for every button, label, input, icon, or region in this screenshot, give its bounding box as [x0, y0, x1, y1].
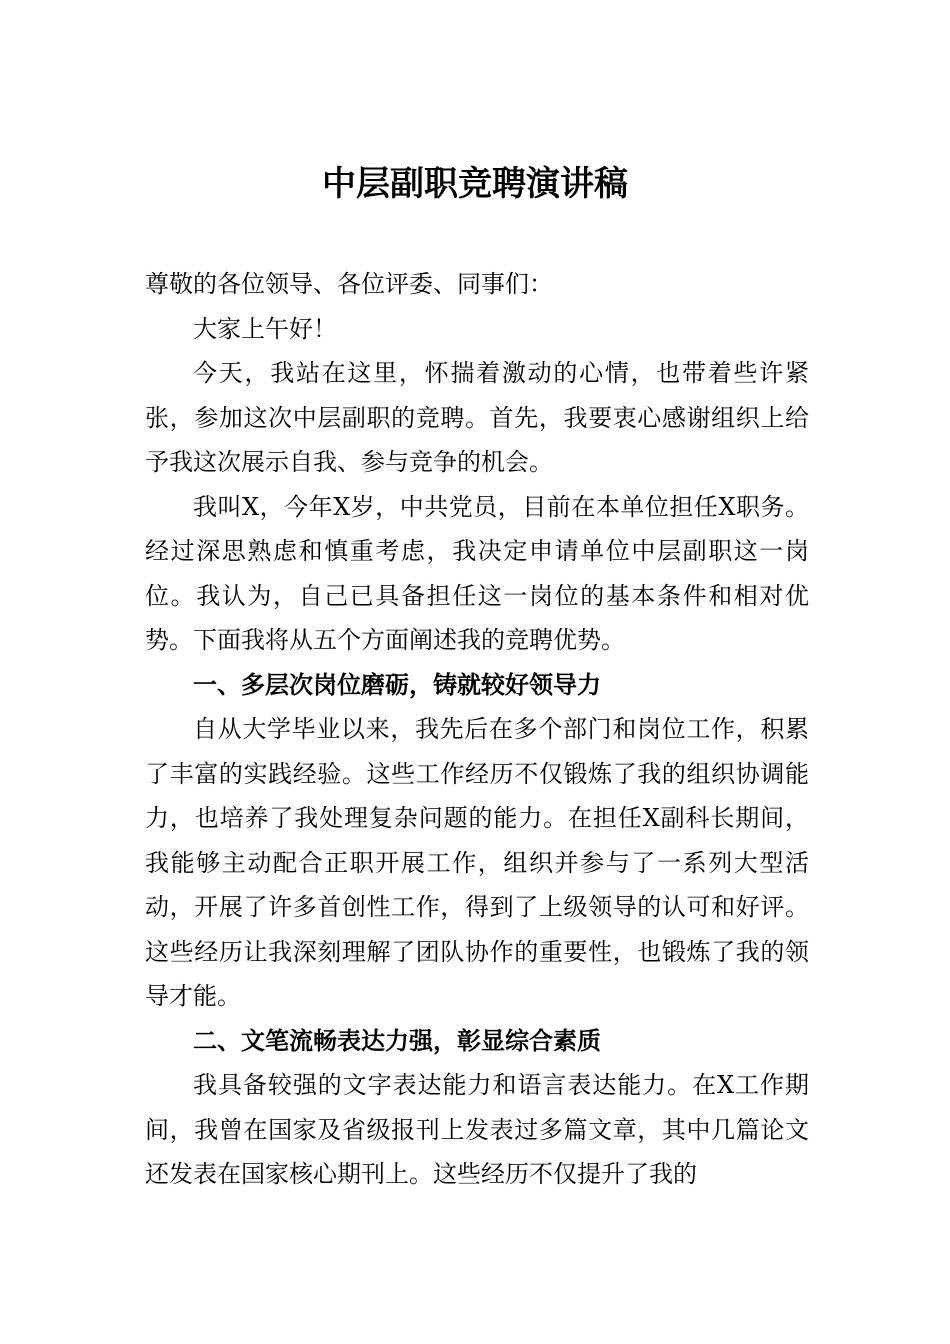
greeting: 大家上午好！: [193, 314, 337, 343]
paragraph-section-1: 自从大学毕业以来，我先后在多个部门和岗位工作，积累了丰富的实践经验。这些工作经历不仅锻炼了我的组织协调能力，也培养了我处理复杂问题的能力。在担任X副科长期间，我能够主动配合正职开展工作，组织并参与了一系列大型活动，开展了许多首创性工作，得到了上级领导的认可和好评。这些经历让我深刻理解了团队协作的重要性，也锻炼了我的领导才能。: [145, 715, 809, 1010]
section-heading-2: 二、文笔流畅表达力强，彰显综合素质: [193, 1026, 601, 1055]
document-title: 中层副职竞聘演讲稿: [322, 164, 628, 204]
paragraph-intro-2: 我叫X，今年X岁，中共党员，目前在本单位担任X职务。经过深思熟虑和慎重考虑，我决定申请单位中层副职这一岗位。我认为，自己已具备担任这一岗位的基本条件和相对优势。下面我将从五个方面阐述我的竞聘优势。: [145, 492, 809, 654]
section-heading-1: 一、多层次岗位磨砺，铸就较好领导力: [193, 670, 601, 699]
document-body: [145, 262, 809, 1197]
paragraph-section-2: 我具备较强的文字表达能力和语言表达能力。在X工作期间，我曾在国家及省级报刊上发表过多篇文章，其中几篇论文还发表在国家核心期刊上。这些经历不仅提升了我的: [145, 1071, 809, 1188]
paragraph-intro-1: 今天，我站在这里，怀揣着激动的心情，也带着些许紧张，参加这次中层副职的竞聘。首先，我要衷心感谢组织上给予我这次展示自我、参与竞争的机会。: [145, 359, 809, 476]
salutation: 尊敬的各位领导、各位评委、同事们：: [145, 270, 553, 298]
